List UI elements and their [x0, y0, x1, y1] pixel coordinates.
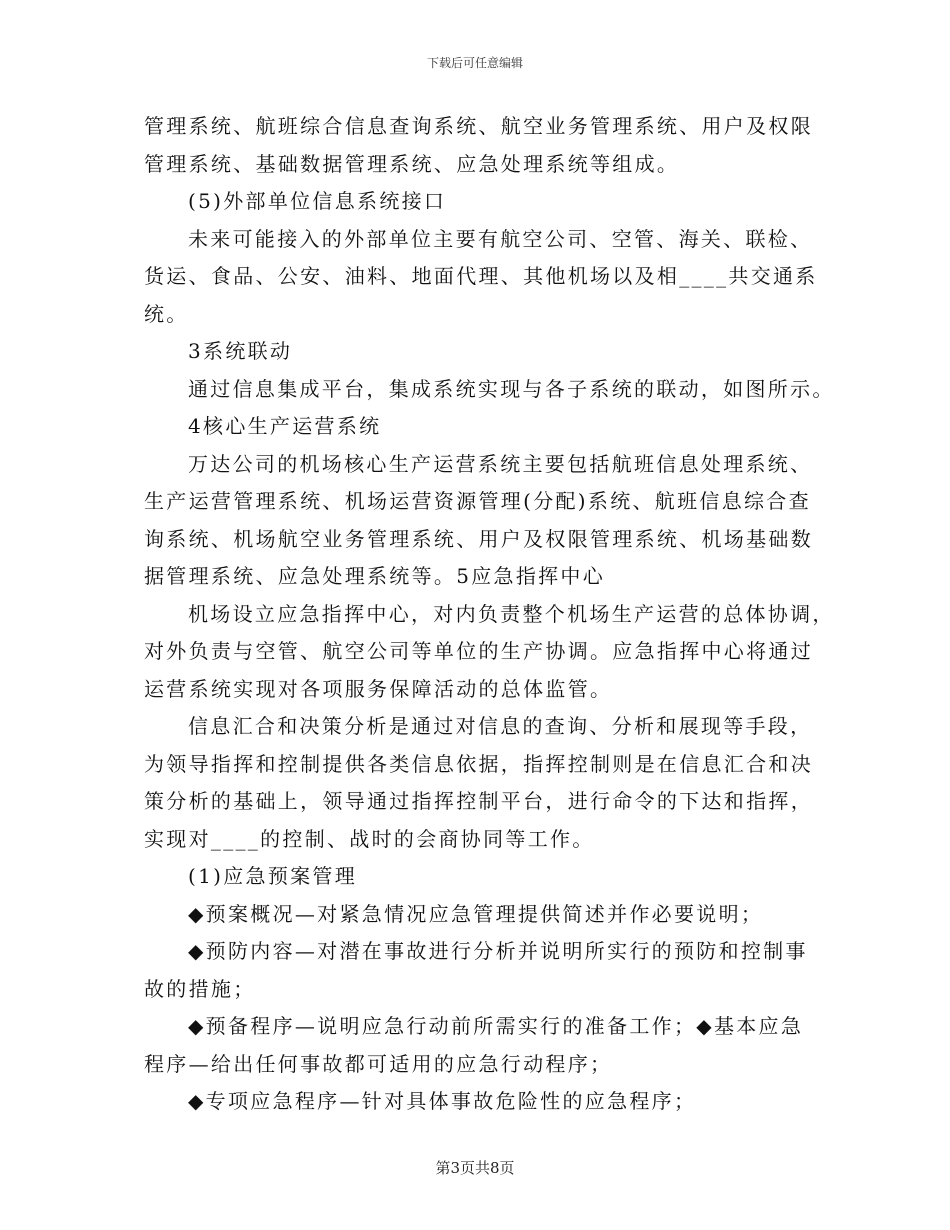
- section-heading: (1)应急预案管理: [188, 864, 358, 888]
- body-line: 策分析的基础上，领导通过指挥控制平台，进行命令的下达和指挥，: [144, 789, 813, 813]
- body-line: 通过信息集成平台，集成系统实现与各子系统的联动，如图所示。: [188, 376, 835, 401]
- body-line: 货运、食品、公安、油料、地面代理、其他机场以及相____共交通系: [144, 264, 818, 288]
- bullet-item: ◆预案概况—对紧急情况应急管理提供简述并作必要说明；: [188, 901, 764, 926]
- body-line: 故的措施；: [144, 976, 256, 1001]
- section-heading: 4核心生产运营系统: [188, 414, 382, 438]
- body-line: 运营系统实现对各项服务保障活动的总体监管。: [144, 676, 613, 701]
- body-line: 管理系统、航班综合信息查询系统、航空业务管理系统、用户及权限: [144, 114, 813, 138]
- body-line: 实现对____的控制、战时的会商协同等工作。: [144, 826, 595, 851]
- body-line: 信息汇合和决策分析是通过对信息的查询、分析和展现等手段，: [188, 714, 813, 738]
- body-line: 程序—给出任何事故都可适用的应急行动程序；: [144, 1051, 613, 1076]
- bullet-item: ◆预防内容—对潜在事故进行分析并说明所实行的预防和控制事: [188, 939, 808, 963]
- body-line: 管理系统、基础数据管理系统、应急处理系统等组成。: [144, 151, 680, 176]
- bullet-item: ◆预备程序—说明应急行动前所需实行的准备工作；◆基本应急: [188, 1014, 804, 1038]
- section-heading: 3系统联动: [188, 339, 293, 363]
- document-body: [144, 108, 835, 1121]
- page-header-note: 下载后可任意编辑: [426, 56, 523, 70]
- body-line: 对外负责与空管、航空公司等单位的生产协调。应急指挥中心将通过: [144, 639, 813, 663]
- body-line: 机场设立应急指挥中心，对内负责整个机场生产运营的总体协调，: [188, 601, 835, 626]
- page-number-footer: 第3页共8页: [435, 1159, 515, 1177]
- bullet-item: ◆专项应急程序—针对具体事故危险性的应急程序；: [188, 1089, 697, 1113]
- body-line: 未来可能接入的外部单位主要有航空公司、空管、海关、联检、: [188, 226, 813, 251]
- body-line: 万达公司的机场核心生产运营系统主要包括航班信息处理系统、: [188, 451, 813, 476]
- body-line: 生产运营管理系统、机场运营资源管理(分配)系统、航班信息综合查: [144, 489, 811, 513]
- body-line: 为领导指挥和控制提供各类信息依据，指挥控制则是在信息汇合和决: [144, 751, 813, 776]
- body-line: 据管理系统、应急处理系统等。5应急指挥中心: [144, 564, 606, 588]
- body-line: 询系统、机场航空业务管理系统、用户及权限管理系统、机场基础数: [144, 526, 813, 551]
- body-line: 统。: [144, 301, 189, 326]
- section-heading: (5)外部单位信息系统接口: [188, 189, 447, 213]
